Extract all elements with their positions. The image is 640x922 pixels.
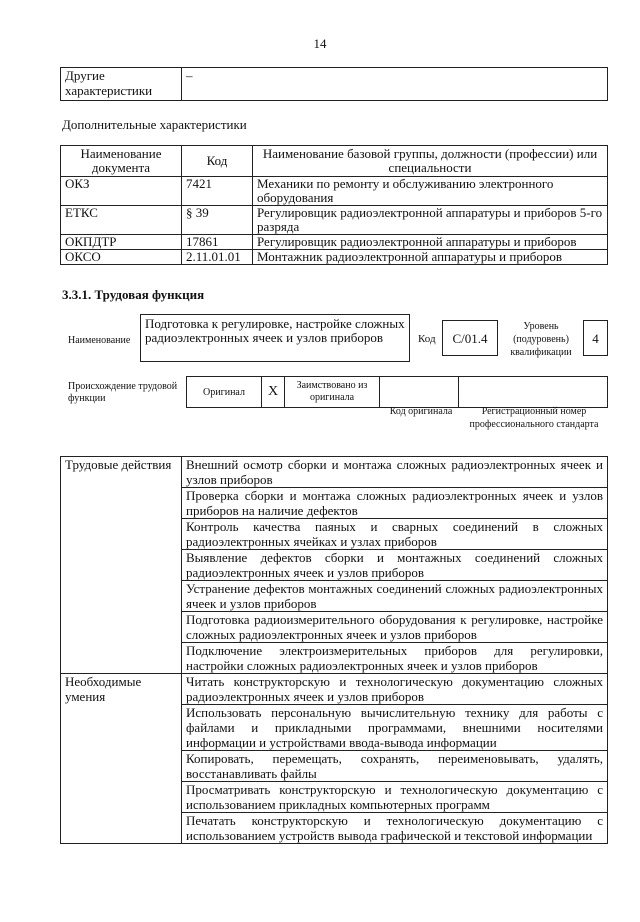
- header-code: Код: [182, 146, 253, 177]
- function-code-box: C/01.4: [442, 320, 498, 356]
- skill-item: Печатать конструкторскую и технологическую документацию с использованием устройств вывода графической и текстовой информации: [182, 813, 608, 844]
- origin-original-mark: X: [262, 377, 285, 408]
- labor-action-item: Внешний осмотр сборки и монтажа сложных радиоэлектронных ячеек и узлов приборов: [182, 457, 608, 488]
- row-code: 2.11.01.01: [182, 250, 253, 265]
- code-original-label: Код оригинала: [389, 406, 453, 417]
- table-row: [61, 674, 608, 705]
- row-document: ОКПДТР: [61, 235, 182, 250]
- page-number: 14: [313, 36, 327, 51]
- other-characteristics-label: Другие характеристики: [61, 68, 182, 101]
- labor-action-item: Устранение дефектов монтажных соединений сложных радиоэлектронных ячеек и узлов приборов: [182, 581, 608, 612]
- skills-label: Необходимые умения: [61, 674, 182, 844]
- function-name-box: Подготовка к регулировке, настройке сложных радиоэлектронных ячеек и узлов приборов: [140, 314, 410, 362]
- qualification-level-box: 4: [583, 320, 608, 356]
- labor-actions-label: Трудовые действия: [61, 457, 182, 674]
- row-description: Механики по ремонту и обслуживанию электронного оборудования: [253, 177, 608, 206]
- labor-action-item: Подключение электроизмерительных приборов для регулировки, настройки сложных радиоэлектронных ячеек и узлов приборов: [182, 643, 608, 674]
- row-document: ЕТКС: [61, 206, 182, 235]
- header-document-name: Наименование документа: [61, 146, 182, 177]
- skill-item: Просматривать конструкторскую и технологическую документацию с использованием прикладных компьютерных программ: [182, 782, 608, 813]
- labor-function-table: [60, 456, 608, 844]
- row-description: Регулировщик радиоэлектронной аппаратуры и приборов: [253, 235, 608, 250]
- qualification-level-label: Уровень (подуровень) квалификации: [510, 321, 572, 358]
- row-description: Монтажник радиоэлектронной аппаратуры и приборов: [253, 250, 608, 265]
- origin-original-label: Оригинал: [187, 377, 262, 408]
- table-row: [61, 250, 608, 265]
- function-name-label: Наименование: [68, 335, 131, 346]
- header-base-group: Наименование базовой группы, должности (профессии) или специальности: [253, 146, 608, 177]
- labor-action-item: Проверка сборки и монтажа сложных радиоэлектронных ячеек и узлов приборов на наличие дефектов: [182, 488, 608, 519]
- reg-number-label: Регистрационный номер профессионального стандарта: [469, 406, 599, 430]
- table-row: [61, 235, 608, 250]
- additional-characteristics-table: [60, 145, 608, 265]
- labor-action-item: Контроль качества паяных и сварных соединений в сложных радиоэлектронных ячейках и узлах приборов: [182, 519, 608, 550]
- row-document: ОКСО: [61, 250, 182, 265]
- row-code: 7421: [182, 177, 253, 206]
- function-heading: 3.3.1. Трудовая функция: [62, 287, 205, 302]
- origin-borrowed-label: Заимствовано из оригинала: [285, 377, 380, 408]
- labor-action-item: Выявление дефектов сборки и монтажных соединений сложных радиоэлектронных ячеек и узлов приборов: [182, 550, 608, 581]
- table-row: [61, 206, 608, 235]
- table-header-row: [61, 146, 608, 177]
- origin-reg-number-cell: [459, 377, 608, 408]
- origin-label: Происхождение трудовой функции: [68, 381, 178, 404]
- skill-item: Копировать, перемещать, сохранять, переименовывать, удалять, восстанавливать файлы: [182, 751, 608, 782]
- skill-item: Читать конструкторскую и технологическую документацию сложных радиоэлектронных ячеек и узлов приборов: [182, 674, 608, 705]
- other-characteristics-table: [60, 67, 608, 101]
- row-code: 17861: [182, 235, 253, 250]
- table-row: [61, 457, 608, 488]
- labor-action-item: Подготовка радиоизмерительного оборудования к регулировке, настройке сложных радиоэлектронных ячеек и узлов приборов: [182, 612, 608, 643]
- origin-code-cell: [380, 377, 459, 408]
- row-code: § 39: [182, 206, 253, 235]
- origin-table: [186, 376, 608, 408]
- other-characteristics-value: –: [182, 68, 608, 101]
- row-description: Регулировщик радиоэлектронной аппаратуры и приборов 5-го разряда: [253, 206, 608, 235]
- skill-item: Использовать персональную вычислительную технику для работы с файлами и прикладными программами, внешними носителями информации и устройствами ввода-вывода информации: [182, 705, 608, 751]
- function-code-label: Код: [418, 333, 436, 345]
- row-document: ОКЗ: [61, 177, 182, 206]
- table-row: [61, 177, 608, 206]
- additional-characteristics-title: Дополнительные характеристики: [62, 117, 247, 132]
